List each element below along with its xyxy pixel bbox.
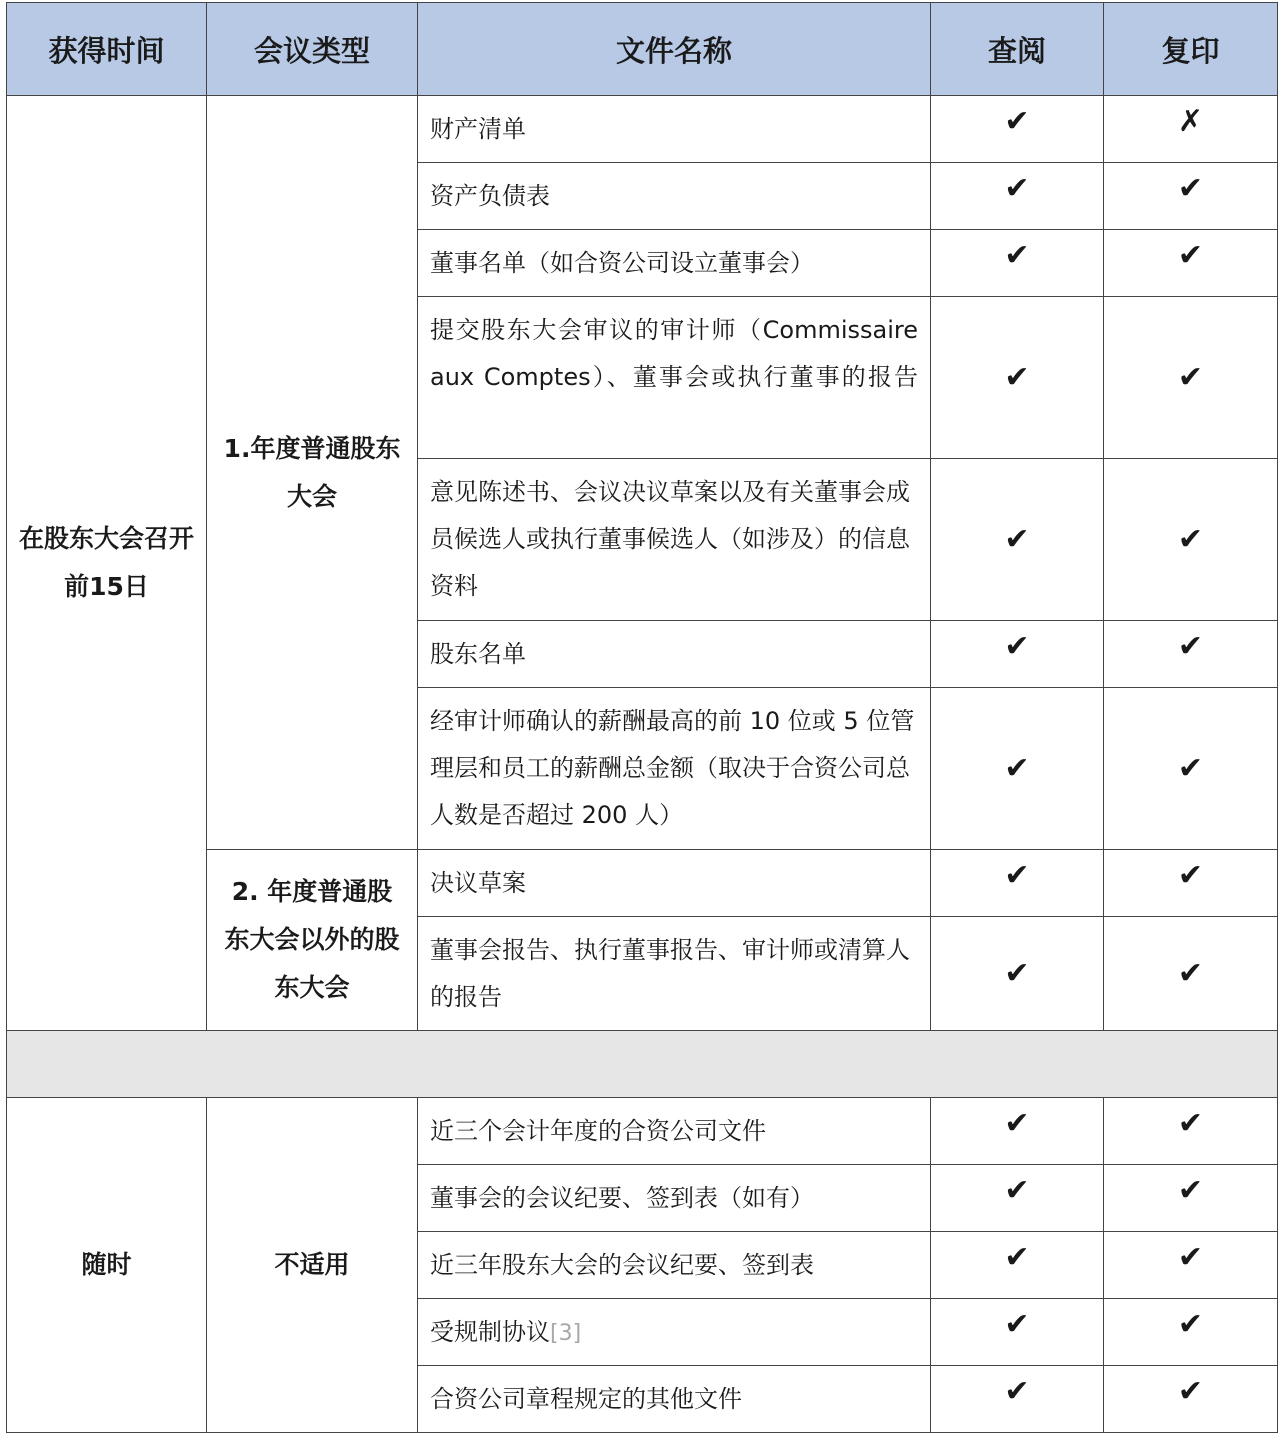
document-cell: 近三个会计年度的合资公司文件 [418,1098,931,1165]
document-cell: 决议草案 [418,850,931,917]
header-row [7,3,1278,96]
inspect-check-icon: ✔ [931,850,1104,917]
inspect-check-icon: ✔ [931,297,1104,459]
copy-check-icon: ✔ [1104,230,1278,297]
document-cell: 意见陈述书、会议决议草案以及有关董事会成员候选人或执行董事候选人（如涉及）的信息资料 [418,459,931,621]
copy-check-icon: ✔ [1104,1165,1278,1232]
copy-check-icon: ✔ [1104,688,1278,850]
copy-cross-icon: ✗ [1104,96,1278,163]
document-cell: 合资公司章程规定的其他文件 [418,1366,931,1433]
inspect-check-icon: ✔ [931,163,1104,230]
copy-check-icon: ✔ [1104,917,1278,1031]
copy-check-icon: ✔ [1104,621,1278,688]
inspect-check-icon: ✔ [931,1098,1104,1165]
inspect-check-icon: ✔ [931,1165,1104,1232]
inspect-check-icon: ✔ [931,230,1104,297]
inspect-check-icon: ✔ [931,1366,1104,1433]
header-meeting-type: 会议类型 [207,3,418,96]
document-cell: 提交股东大会审议的审计师（Commissaire aux Comptes）、董事会或执行董事的报告 [418,297,931,459]
copy-check-icon: ✔ [1104,850,1278,917]
document-cell: 股东名单 [418,621,931,688]
inspect-check-icon: ✔ [931,621,1104,688]
document-cell: 董事会的会议纪要、签到表（如有） [418,1165,931,1232]
document-cell: 近三年股东大会的会议纪要、签到表 [418,1232,931,1299]
header-document: 文件名称 [418,3,931,96]
meeting-type-cell: 1.年度普通股东大会 [207,96,418,850]
document-cell: 资产负债表 [418,163,931,230]
separator-cell [7,1031,1278,1098]
document-cell [418,1299,931,1366]
header-copy: 复印 [1104,3,1278,96]
copy-check-icon: ✔ [1104,1299,1278,1366]
inspect-check-icon: ✔ [931,459,1104,621]
separator-row [7,1031,1278,1098]
footnote-ref-link[interactable]: [3] [550,1321,582,1346]
time-cell: 在股东大会召开前15日 [7,96,207,1031]
document-text: 受规制协议 [430,1318,550,1346]
inspect-check-icon: ✔ [931,917,1104,1031]
header-time: 获得时间 [7,3,207,96]
copy-check-icon: ✔ [1104,1366,1278,1433]
copy-check-icon: ✔ [1104,1098,1278,1165]
copy-check-icon: ✔ [1104,459,1278,621]
inspect-check-icon: ✔ [931,688,1104,850]
meeting-type-cell: 2. 年度普通股东大会以外的股东大会 [207,850,418,1031]
copy-check-icon: ✔ [1104,163,1278,230]
document-cell: 董事会报告、执行董事报告、审计师或清算人的报告 [418,917,931,1031]
document-access-table [6,2,1278,1433]
document-cell: 财产清单 [418,96,931,163]
document-cell: 经审计师确认的薪酬最高的前 10 位或 5 位管理层和员工的薪酬总金额（取决于合资公司总人数是否超过 200 人） [418,688,931,850]
copy-check-icon: ✔ [1104,297,1278,459]
document-cell: 董事名单（如合资公司设立董事会） [418,230,931,297]
meeting-type-cell: 不适用 [207,1098,418,1433]
inspect-check-icon: ✔ [931,1299,1104,1366]
table-row [7,1098,1278,1165]
inspect-check-icon: ✔ [931,1232,1104,1299]
time-cell: 随时 [7,1098,207,1433]
table-row [7,96,1278,163]
copy-check-icon: ✔ [1104,1232,1278,1299]
header-inspect: 查阅 [931,3,1104,96]
inspect-check-icon: ✔ [931,96,1104,163]
